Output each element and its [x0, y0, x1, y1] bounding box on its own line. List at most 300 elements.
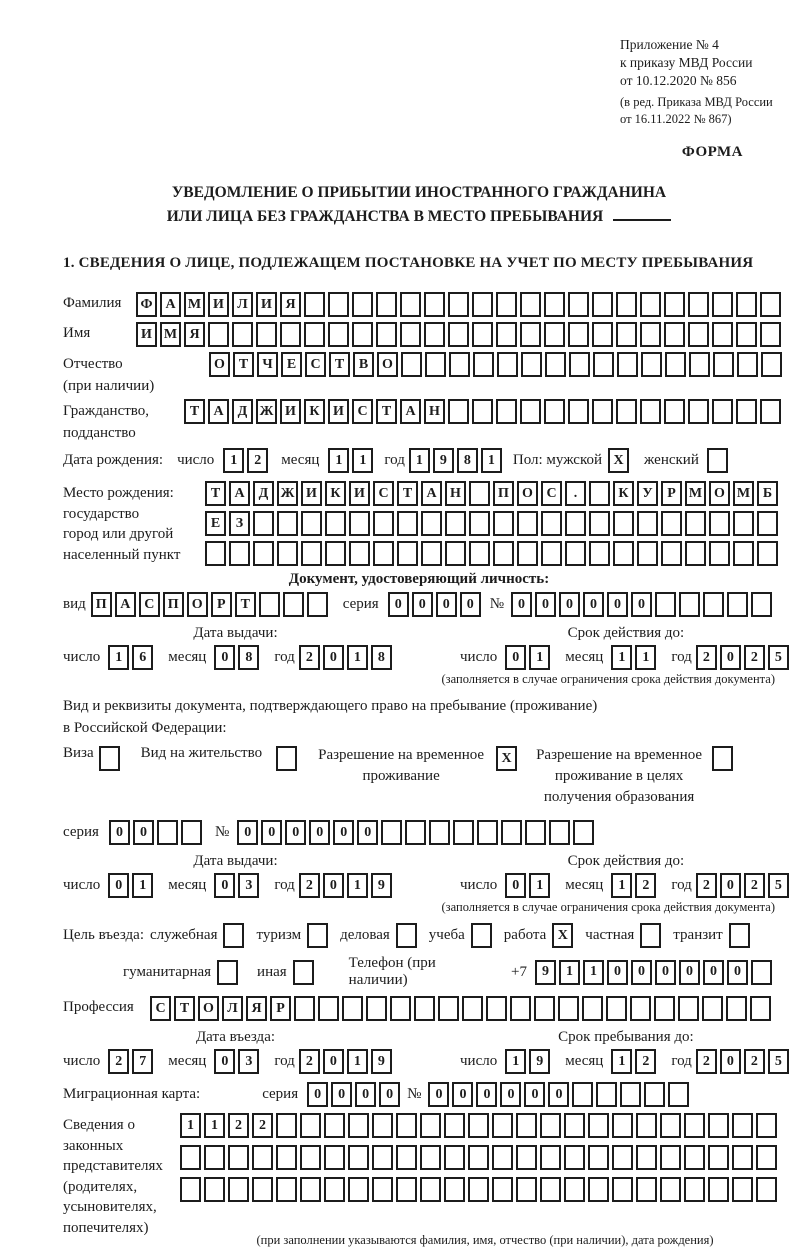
- char-box[interactable]: [348, 1113, 369, 1138]
- char-box[interactable]: [620, 1082, 641, 1107]
- char-box[interactable]: [544, 399, 565, 424]
- char-box[interactable]: Ф: [136, 292, 157, 317]
- char-box[interactable]: [732, 1145, 753, 1170]
- char-box[interactable]: [349, 511, 370, 536]
- char-box[interactable]: Р: [211, 592, 232, 617]
- char-box[interactable]: [420, 1177, 441, 1202]
- char-box[interactable]: 1: [352, 448, 373, 473]
- char-box[interactable]: [520, 322, 541, 347]
- char-box[interactable]: С: [373, 481, 394, 506]
- char-box[interactable]: 8: [371, 645, 392, 670]
- char-box[interactable]: [229, 541, 250, 566]
- char-box[interactable]: [259, 592, 280, 617]
- char-box[interactable]: Я: [246, 996, 267, 1021]
- char-box[interactable]: [253, 511, 274, 536]
- char-box[interactable]: [283, 592, 304, 617]
- char-box[interactable]: [534, 996, 555, 1021]
- char-box[interactable]: [204, 1177, 225, 1202]
- char-box[interactable]: 2: [299, 1049, 320, 1074]
- char-box[interactable]: [429, 820, 450, 845]
- char-box[interactable]: 2: [744, 1049, 765, 1074]
- char-box[interactable]: [636, 1177, 657, 1202]
- char-box[interactable]: [678, 996, 699, 1021]
- char-box[interactable]: [592, 322, 613, 347]
- char-box[interactable]: [473, 352, 494, 377]
- char-box[interactable]: [520, 399, 541, 424]
- char-box[interactable]: [616, 322, 637, 347]
- char-box[interactable]: [342, 996, 363, 1021]
- char-box[interactable]: 2: [252, 1113, 273, 1138]
- char-box[interactable]: 0: [583, 592, 604, 617]
- char-box[interactable]: 7: [132, 1049, 153, 1074]
- char-box[interactable]: 1: [611, 873, 632, 898]
- char-box[interactable]: [593, 352, 614, 377]
- char-box[interactable]: [373, 511, 394, 536]
- char-box[interactable]: [630, 996, 651, 1021]
- char-box[interactable]: [564, 1177, 585, 1202]
- char-box[interactable]: К: [304, 399, 325, 424]
- char-box[interactable]: 1: [204, 1113, 225, 1138]
- char-box[interactable]: Т: [184, 399, 205, 424]
- char-box[interactable]: [496, 292, 517, 317]
- char-box[interactable]: Т: [376, 399, 397, 424]
- char-box[interactable]: С: [352, 399, 373, 424]
- char-box[interactable]: [640, 923, 661, 948]
- char-box[interactable]: [685, 511, 706, 536]
- char-box[interactable]: С: [150, 996, 171, 1021]
- char-box[interactable]: 0: [261, 820, 282, 845]
- char-box[interactable]: [568, 399, 589, 424]
- char-box[interactable]: О: [198, 996, 219, 1021]
- char-box[interactable]: 2: [299, 645, 320, 670]
- char-box[interactable]: [516, 1177, 537, 1202]
- char-box[interactable]: [592, 399, 613, 424]
- char-box[interactable]: [492, 1145, 513, 1170]
- char-box[interactable]: [420, 1113, 441, 1138]
- char-box[interactable]: Ч: [257, 352, 278, 377]
- char-box[interactable]: [300, 1177, 321, 1202]
- char-box[interactable]: [276, 1145, 297, 1170]
- char-box[interactable]: 5: [768, 645, 789, 670]
- char-box[interactable]: Т: [205, 481, 226, 506]
- char-box[interactable]: [324, 1145, 345, 1170]
- char-box[interactable]: [448, 292, 469, 317]
- char-box[interactable]: [501, 820, 522, 845]
- char-box[interactable]: У: [637, 481, 658, 506]
- char-box[interactable]: В: [353, 352, 374, 377]
- char-box[interactable]: [396, 923, 417, 948]
- char-box[interactable]: Е: [281, 352, 302, 377]
- char-box[interactable]: [573, 820, 594, 845]
- char-box[interactable]: 2: [635, 1049, 656, 1074]
- char-box[interactable]: [396, 1177, 417, 1202]
- char-box[interactable]: [640, 399, 661, 424]
- char-box[interactable]: И: [256, 292, 277, 317]
- char-box[interactable]: [376, 322, 397, 347]
- char-box[interactable]: [493, 511, 514, 536]
- char-box[interactable]: [727, 592, 748, 617]
- char-box[interactable]: Н: [445, 481, 466, 506]
- char-box[interactable]: [325, 511, 346, 536]
- char-box[interactable]: [325, 541, 346, 566]
- char-box[interactable]: [492, 1177, 513, 1202]
- char-box[interactable]: [655, 592, 676, 617]
- char-box[interactable]: 1: [347, 873, 368, 898]
- char-box[interactable]: [751, 592, 772, 617]
- char-box[interactable]: [520, 292, 541, 317]
- char-box[interactable]: [421, 541, 442, 566]
- char-box[interactable]: 0: [476, 1082, 497, 1107]
- char-box[interactable]: [376, 292, 397, 317]
- char-box[interactable]: 3: [238, 873, 259, 898]
- char-box[interactable]: 0: [214, 873, 235, 898]
- char-box[interactable]: [228, 1177, 249, 1202]
- char-box[interactable]: [492, 1113, 513, 1138]
- char-box[interactable]: [733, 511, 754, 536]
- char-box[interactable]: 9: [371, 873, 392, 898]
- char-box[interactable]: [449, 352, 470, 377]
- char-box[interactable]: 0: [703, 960, 724, 985]
- char-box[interactable]: [307, 592, 328, 617]
- char-box[interactable]: [381, 820, 402, 845]
- char-box[interactable]: 0: [505, 645, 526, 670]
- char-box[interactable]: Е: [205, 511, 226, 536]
- char-box[interactable]: [589, 511, 610, 536]
- char-box[interactable]: М: [685, 481, 706, 506]
- char-box[interactable]: [703, 592, 724, 617]
- char-box[interactable]: К: [613, 481, 634, 506]
- char-box[interactable]: [438, 996, 459, 1021]
- char-box[interactable]: 9: [529, 1049, 550, 1074]
- char-box[interactable]: 0: [500, 1082, 521, 1107]
- char-box[interactable]: 0: [108, 873, 129, 898]
- char-box[interactable]: Я: [184, 322, 205, 347]
- char-box[interactable]: [617, 352, 638, 377]
- char-box[interactable]: [472, 292, 493, 317]
- char-box[interactable]: 0: [285, 820, 306, 845]
- char-box[interactable]: 1: [347, 645, 368, 670]
- char-box[interactable]: [688, 399, 709, 424]
- char-box[interactable]: [708, 1145, 729, 1170]
- char-box[interactable]: 1: [481, 448, 502, 473]
- char-box[interactable]: 5: [768, 873, 789, 898]
- char-box[interactable]: 0: [309, 820, 330, 845]
- char-box[interactable]: И: [349, 481, 370, 506]
- char-box[interactable]: 1: [347, 1049, 368, 1074]
- char-box[interactable]: [751, 960, 772, 985]
- char-box[interactable]: [497, 352, 518, 377]
- char-box[interactable]: [756, 1145, 777, 1170]
- char-box[interactable]: [471, 923, 492, 948]
- char-box[interactable]: [352, 322, 373, 347]
- char-box[interactable]: [217, 960, 238, 985]
- char-box[interactable]: [348, 1145, 369, 1170]
- char-box[interactable]: [277, 541, 298, 566]
- char-box[interactable]: [468, 1145, 489, 1170]
- char-box[interactable]: Т: [233, 352, 254, 377]
- char-box[interactable]: О: [187, 592, 208, 617]
- char-box[interactable]: 2: [744, 873, 765, 898]
- char-box[interactable]: [99, 746, 120, 771]
- char-box[interactable]: [444, 1177, 465, 1202]
- char-box[interactable]: [588, 1145, 609, 1170]
- char-box[interactable]: 1: [529, 873, 550, 898]
- char-box[interactable]: [277, 511, 298, 536]
- char-box[interactable]: И: [280, 399, 301, 424]
- char-box[interactable]: [544, 322, 565, 347]
- char-box[interactable]: Н: [424, 399, 445, 424]
- char-box[interactable]: [496, 399, 517, 424]
- char-box[interactable]: X: [496, 746, 517, 771]
- char-box[interactable]: [564, 1113, 585, 1138]
- char-box[interactable]: [400, 322, 421, 347]
- char-box[interactable]: [372, 1145, 393, 1170]
- char-box[interactable]: 0: [388, 592, 409, 617]
- char-box[interactable]: [396, 1113, 417, 1138]
- char-box[interactable]: [180, 1177, 201, 1202]
- char-box[interactable]: [324, 1113, 345, 1138]
- char-box[interactable]: З: [229, 511, 250, 536]
- char-box[interactable]: П: [163, 592, 184, 617]
- char-box[interactable]: [708, 1177, 729, 1202]
- char-box[interactable]: [157, 820, 178, 845]
- char-box[interactable]: [636, 1113, 657, 1138]
- char-box[interactable]: 0: [720, 873, 741, 898]
- char-box[interactable]: [405, 820, 426, 845]
- char-box[interactable]: [468, 1177, 489, 1202]
- char-box[interactable]: 1: [529, 645, 550, 670]
- char-box[interactable]: 1: [108, 645, 129, 670]
- char-box[interactable]: 1: [223, 448, 244, 473]
- char-box[interactable]: 0: [323, 1049, 344, 1074]
- char-box[interactable]: 0: [237, 820, 258, 845]
- char-box[interactable]: Л: [222, 996, 243, 1021]
- char-box[interactable]: Д: [253, 481, 274, 506]
- char-box[interactable]: [713, 352, 734, 377]
- char-box[interactable]: [540, 1177, 561, 1202]
- char-box[interactable]: [616, 292, 637, 317]
- char-box[interactable]: [276, 1113, 297, 1138]
- char-box[interactable]: [588, 1177, 609, 1202]
- char-box[interactable]: 9: [535, 960, 556, 985]
- char-box[interactable]: И: [301, 481, 322, 506]
- char-box[interactable]: [540, 1113, 561, 1138]
- char-box[interactable]: 2: [108, 1049, 129, 1074]
- char-box[interactable]: [712, 399, 733, 424]
- char-box[interactable]: [541, 541, 562, 566]
- char-box[interactable]: А: [229, 481, 250, 506]
- char-box[interactable]: [468, 1113, 489, 1138]
- char-box[interactable]: 0: [428, 1082, 449, 1107]
- char-box[interactable]: [616, 399, 637, 424]
- char-box[interactable]: 0: [379, 1082, 400, 1107]
- char-box[interactable]: [348, 1177, 369, 1202]
- char-box[interactable]: [469, 481, 490, 506]
- char-box[interactable]: [541, 511, 562, 536]
- char-box[interactable]: [737, 352, 758, 377]
- char-box[interactable]: [276, 746, 297, 771]
- char-box[interactable]: [756, 1177, 777, 1202]
- char-box[interactable]: [606, 996, 627, 1021]
- char-box[interactable]: [517, 541, 538, 566]
- char-box[interactable]: [756, 1113, 777, 1138]
- char-box[interactable]: [736, 399, 757, 424]
- char-box[interactable]: А: [115, 592, 136, 617]
- char-box[interactable]: [453, 820, 474, 845]
- char-box[interactable]: [707, 448, 728, 473]
- char-box[interactable]: [352, 292, 373, 317]
- char-box[interactable]: [613, 511, 634, 536]
- char-box[interactable]: [569, 352, 590, 377]
- char-box[interactable]: [318, 996, 339, 1021]
- char-box[interactable]: 0: [109, 820, 130, 845]
- char-box[interactable]: [596, 1082, 617, 1107]
- char-box[interactable]: [232, 322, 253, 347]
- char-box[interactable]: [252, 1145, 273, 1170]
- char-box[interactable]: Я: [280, 292, 301, 317]
- char-box[interactable]: Д: [232, 399, 253, 424]
- char-box[interactable]: [424, 292, 445, 317]
- char-box[interactable]: [684, 1113, 705, 1138]
- char-box[interactable]: [712, 746, 733, 771]
- char-box[interactable]: [640, 292, 661, 317]
- char-box[interactable]: [565, 511, 586, 536]
- char-box[interactable]: Р: [661, 481, 682, 506]
- char-box[interactable]: [517, 511, 538, 536]
- char-box[interactable]: [679, 592, 700, 617]
- char-box[interactable]: [589, 481, 610, 506]
- char-box[interactable]: [641, 352, 662, 377]
- char-box[interactable]: [276, 1177, 297, 1202]
- char-box[interactable]: [493, 541, 514, 566]
- char-box[interactable]: 3: [238, 1049, 259, 1074]
- char-box[interactable]: [304, 292, 325, 317]
- char-box[interactable]: [328, 322, 349, 347]
- char-box[interactable]: [684, 1177, 705, 1202]
- char-box[interactable]: [736, 322, 757, 347]
- char-box[interactable]: А: [421, 481, 442, 506]
- char-box[interactable]: 0: [452, 1082, 473, 1107]
- char-box[interactable]: [644, 1082, 665, 1107]
- char-box[interactable]: И: [328, 399, 349, 424]
- char-box[interactable]: П: [493, 481, 514, 506]
- char-box[interactable]: [709, 511, 730, 536]
- char-box[interactable]: [729, 923, 750, 948]
- char-box[interactable]: [660, 1113, 681, 1138]
- char-box[interactable]: [761, 352, 782, 377]
- char-box[interactable]: 2: [696, 1049, 717, 1074]
- char-box[interactable]: Т: [174, 996, 195, 1021]
- char-box[interactable]: [223, 923, 244, 948]
- char-box[interactable]: О: [517, 481, 538, 506]
- char-box[interactable]: М: [160, 322, 181, 347]
- char-box[interactable]: 0: [333, 820, 354, 845]
- char-box[interactable]: [568, 292, 589, 317]
- char-box[interactable]: П: [91, 592, 112, 617]
- char-box[interactable]: [525, 820, 546, 845]
- char-box[interactable]: [208, 322, 229, 347]
- char-box[interactable]: [472, 399, 493, 424]
- char-box[interactable]: 6: [132, 645, 153, 670]
- char-box[interactable]: [685, 541, 706, 566]
- char-box[interactable]: [444, 1113, 465, 1138]
- char-box[interactable]: 0: [720, 1049, 741, 1074]
- char-box[interactable]: [425, 352, 446, 377]
- char-box[interactable]: 0: [535, 592, 556, 617]
- char-box[interactable]: [545, 352, 566, 377]
- char-box[interactable]: [445, 511, 466, 536]
- char-box[interactable]: [588, 1113, 609, 1138]
- char-box[interactable]: 1: [328, 448, 349, 473]
- char-box[interactable]: [568, 322, 589, 347]
- char-box[interactable]: С: [541, 481, 562, 506]
- char-box[interactable]: О: [209, 352, 230, 377]
- char-box[interactable]: [726, 996, 747, 1021]
- char-box[interactable]: 1: [505, 1049, 526, 1074]
- char-box[interactable]: [549, 820, 570, 845]
- char-box[interactable]: М: [184, 292, 205, 317]
- char-box[interactable]: [736, 292, 757, 317]
- char-box[interactable]: [396, 1145, 417, 1170]
- char-box[interactable]: [390, 996, 411, 1021]
- char-box[interactable]: [712, 292, 733, 317]
- char-box[interactable]: А: [400, 399, 421, 424]
- char-box[interactable]: [421, 511, 442, 536]
- char-box[interactable]: [469, 511, 490, 536]
- char-box[interactable]: А: [208, 399, 229, 424]
- char-box[interactable]: 1: [611, 645, 632, 670]
- char-box[interactable]: О: [377, 352, 398, 377]
- char-box[interactable]: [664, 399, 685, 424]
- char-box[interactable]: 0: [720, 645, 741, 670]
- char-box[interactable]: И: [136, 322, 157, 347]
- char-box[interactable]: 0: [133, 820, 154, 845]
- char-box[interactable]: [750, 996, 771, 1021]
- char-box[interactable]: [760, 322, 781, 347]
- char-box[interactable]: [448, 399, 469, 424]
- char-box[interactable]: [760, 399, 781, 424]
- char-box[interactable]: 8: [457, 448, 478, 473]
- char-box[interactable]: 1: [583, 960, 604, 985]
- char-box[interactable]: [757, 541, 778, 566]
- char-box[interactable]: [612, 1177, 633, 1202]
- char-box[interactable]: Т: [235, 592, 256, 617]
- char-box[interactable]: [732, 1177, 753, 1202]
- char-box[interactable]: [205, 541, 226, 566]
- char-box[interactable]: [204, 1145, 225, 1170]
- char-box[interactable]: Л: [232, 292, 253, 317]
- char-box[interactable]: [328, 292, 349, 317]
- char-box[interactable]: 0: [307, 1082, 328, 1107]
- char-box[interactable]: [304, 322, 325, 347]
- char-box[interactable]: [636, 1145, 657, 1170]
- char-box[interactable]: [712, 322, 733, 347]
- char-box[interactable]: 2: [744, 645, 765, 670]
- char-box[interactable]: Т: [397, 481, 418, 506]
- char-box[interactable]: 0: [631, 960, 652, 985]
- char-box[interactable]: [400, 292, 421, 317]
- char-box[interactable]: [300, 1145, 321, 1170]
- char-box[interactable]: [420, 1145, 441, 1170]
- char-box[interactable]: [660, 1177, 681, 1202]
- char-box[interactable]: [372, 1177, 393, 1202]
- char-box[interactable]: [589, 541, 610, 566]
- char-box[interactable]: [640, 322, 661, 347]
- char-box[interactable]: [612, 1113, 633, 1138]
- char-box[interactable]: [301, 541, 322, 566]
- char-box[interactable]: [294, 996, 315, 1021]
- char-box[interactable]: [582, 996, 603, 1021]
